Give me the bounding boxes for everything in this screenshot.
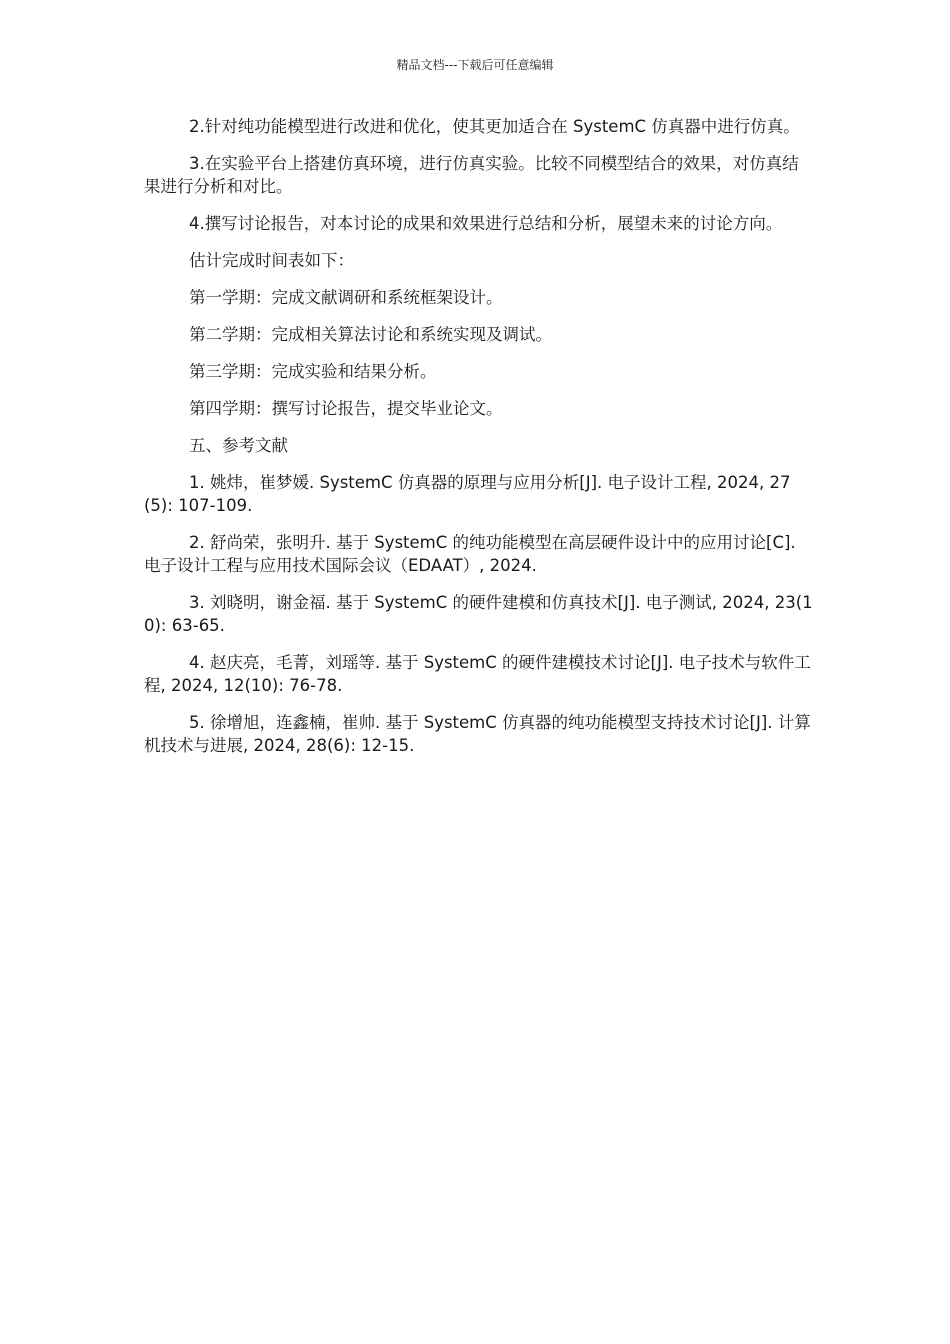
schedule-term-1: 第一学期：完成文献调研和系统框架设计。 xyxy=(189,288,503,307)
reference-item-4: 4. 赵庆亮，毛菁，刘瑶等. 基于 SystemC 的硬件建模技术讨论[J]. 电子技术与软件工程, 2024, 12(10): 76-78. xyxy=(144,653,811,695)
schedule-term-3: 第三学期：完成实验和结果分析。 xyxy=(189,362,437,381)
paragraph-step-2: 2.针对纯功能模型进行改进和优化，使其更加适合在 SystemC 仿真器中进行仿真。 xyxy=(189,117,800,136)
schedule-term-4: 第四学期：撰写讨论报告，提交毕业论文。 xyxy=(189,399,503,418)
section-heading-references: 五、参考文献 xyxy=(189,436,288,455)
document-body xyxy=(144,115,814,771)
paragraph-step-4: 4.撰写讨论报告，对本讨论的成果和效果进行总结和分析，展望未来的讨论方向。 xyxy=(189,214,783,233)
reference-item-2: 2. 舒尚荣，张明升. 基于 SystemC 的纯功能模型在高层硬件设计中的应用讨论[C]. 电子设计工程与应用技术国际会议（EDAAT）, 2024. xyxy=(144,533,796,575)
reference-item-1: 1. 姚炜，崔梦媛. SystemC 仿真器的原理与应用分析[J]. 电子设计工程, 2024, 27(5): 107-109. xyxy=(144,473,791,515)
reference-item-3: 3. 刘晓明，谢金福. 基于 SystemC 的硬件建模和仿真技术[J]. 电子测试, 2024, 23(10): 63-65. xyxy=(144,593,813,635)
page-header: 精品文档---下载后可任意编辑 xyxy=(396,58,554,72)
paragraph-step-3: 3.在实验平台上搭建仿真环境，进行仿真实验。比较不同模型结合的效果，对仿真结果进行分析和对比。 xyxy=(144,154,799,196)
schedule-term-2: 第二学期：完成相关算法讨论和系统实现及调试。 xyxy=(189,325,552,344)
schedule-intro: 估计完成时间表如下： xyxy=(189,251,354,270)
reference-item-5: 5. 徐增旭，连鑫楠，崔帅. 基于 SystemC 仿真器的纯功能模型支持技术讨论[J]. 计算机技术与进展, 2024, 28(6): 12-15. xyxy=(144,713,811,755)
